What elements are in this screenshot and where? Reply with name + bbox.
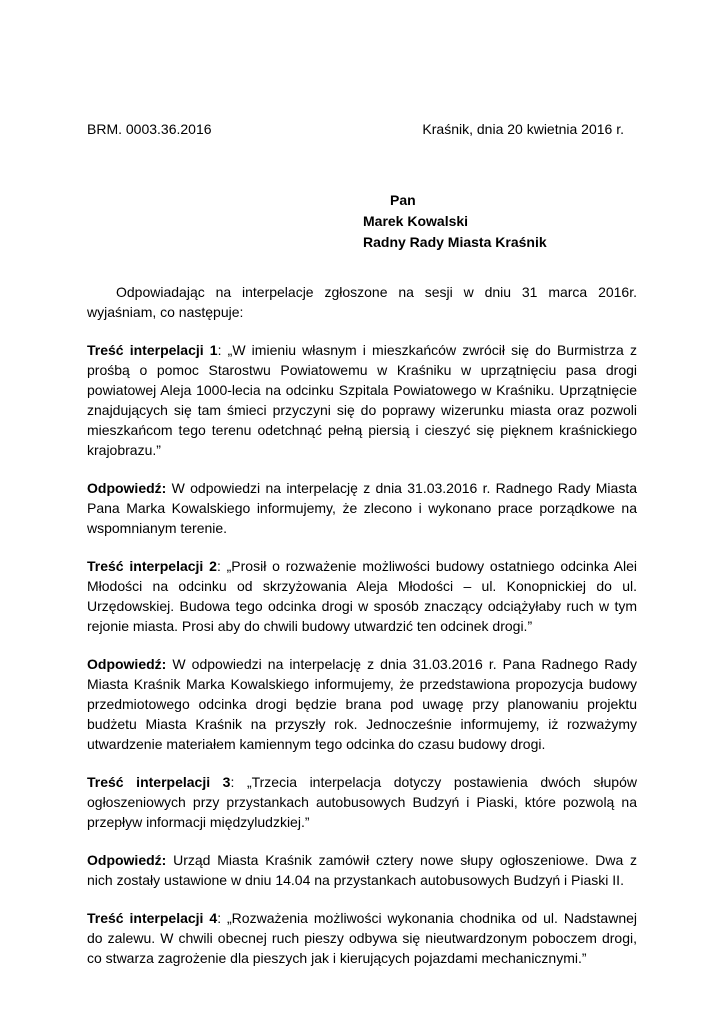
- section-text: : „Trzecia interpelacja dotyczy postawienia dwóch słupów ogłoszeniowych przy przystankach autobusowych Budzyń i Piaski, które pozwolą na przepływ informacji międzyludzkiej.”: [87, 774, 637, 830]
- addressee-block: [363, 190, 547, 253]
- addressee-title: Radny Rady Miasta Kraśnik: [363, 234, 547, 250]
- section-label: Treść interpelacji 3: [87, 774, 231, 790]
- letter-body: [87, 282, 637, 986]
- interpellation-4: [87, 908, 637, 968]
- section-text: W odpowiedzi na interpelację z dnia 31.03.2016 r. Radnego Rady Miasta Pana Marka Kowalskiego informujemy, że zlecono i wykonano prace porządkowe na wspomnianym terenie.: [87, 480, 637, 536]
- interpellation-3: [87, 772, 637, 832]
- intro-paragraph: Odpowiadając na interpelacje zgłoszone na sesji w dniu 31 marca 2016r. wyjaśniam, co następuje:: [87, 284, 637, 320]
- interpellation-1: [87, 340, 637, 460]
- section-text: : „Rozważenia możliwości wykonania chodnika od ul. Nadstawnej do zalewu. W chwili obecnej ruch pieszy odbywa się nieutwardzonym poboczem drogi, co stwarza zagrożenie dla pieszych jak i kierujących pojazdami mechanicznymi.”: [87, 910, 637, 966]
- section-label: Odpowiedź:: [87, 656, 167, 672]
- section-label: Odpowiedź:: [87, 852, 167, 868]
- answer-1: [87, 478, 637, 538]
- place-and-date: Kraśnik, dnia 20 kwietnia 2016 r.: [422, 121, 624, 137]
- section-text: : „W imieniu własnym i mieszkańców zwrócił się do Burmistrza z prośbą o pomoc Starostwu Powiatowemu w Kraśniku w uprzątnięciu pasa drogi powiatowej Aleja 1000-lecia na odcinku Szpitala Powiatowego w Kraśniku. Uprzątnięcie znajdujących się tam śmieci przyczyni się do poprawy wizerunku miasta oraz pozwoli mieszkańcom tego terenu odetchnąć pełną piersią i cieszyć się pięknem kraśnickiego krajobrazu.”: [87, 342, 637, 458]
- answer-3: [87, 850, 637, 890]
- section-label: Treść interpelacji 2: [87, 558, 217, 574]
- section-label: Treść interpelacji 4: [87, 910, 218, 926]
- interpellation-2: [87, 556, 637, 636]
- section-text: W odpowiedzi na interpelację z dnia 31.03.2016 r. Pana Radnego Rady Miasta Kraśnik Marka Kowalskiego informujemy, że przedstawiona propozycja budowy przedmiotowego odcinka drogi będzie brana pod uwagę przy planowaniu projektu budżetu Miasta Kraśnik na przyszły rok. Jednocześnie informujemy, iż rozważymy utwardzenie materiałem kamiennym tego odcinka do czasu budowy drogi.: [87, 656, 637, 752]
- addressee-name: Marek Kowalski: [363, 213, 469, 229]
- section-label: Treść interpelacji 1: [87, 342, 218, 358]
- section-text: : „Prosił o rozważenie możliwości budowy ostatniego odcinka Alei Młodości na odcinku od skrzyżowania Aleja Młodości – ul. Konopnickiej do ul. Urzędowskiej. Budowa tego odcinka drogi w sposób znaczący odciążyłaby ruch w tym rejonie miasta. Prosi aby do chwili budowy utwardzić ten odcinek drogi.”: [87, 558, 638, 634]
- section-label: Odpowiedź:: [87, 480, 167, 496]
- addressee-salutation: Pan: [390, 192, 416, 208]
- answer-2: [87, 654, 637, 754]
- reference-number: BRM. 0003.36.2016: [87, 121, 212, 137]
- section-text: Urząd Miasta Kraśnik zamówił cztery nowe słupy ogłoszeniowe. Dwa z nich zostały ustawione w dniu 14.04 na przystankach autobusowych Budzyń i Piaski II.: [87, 852, 637, 888]
